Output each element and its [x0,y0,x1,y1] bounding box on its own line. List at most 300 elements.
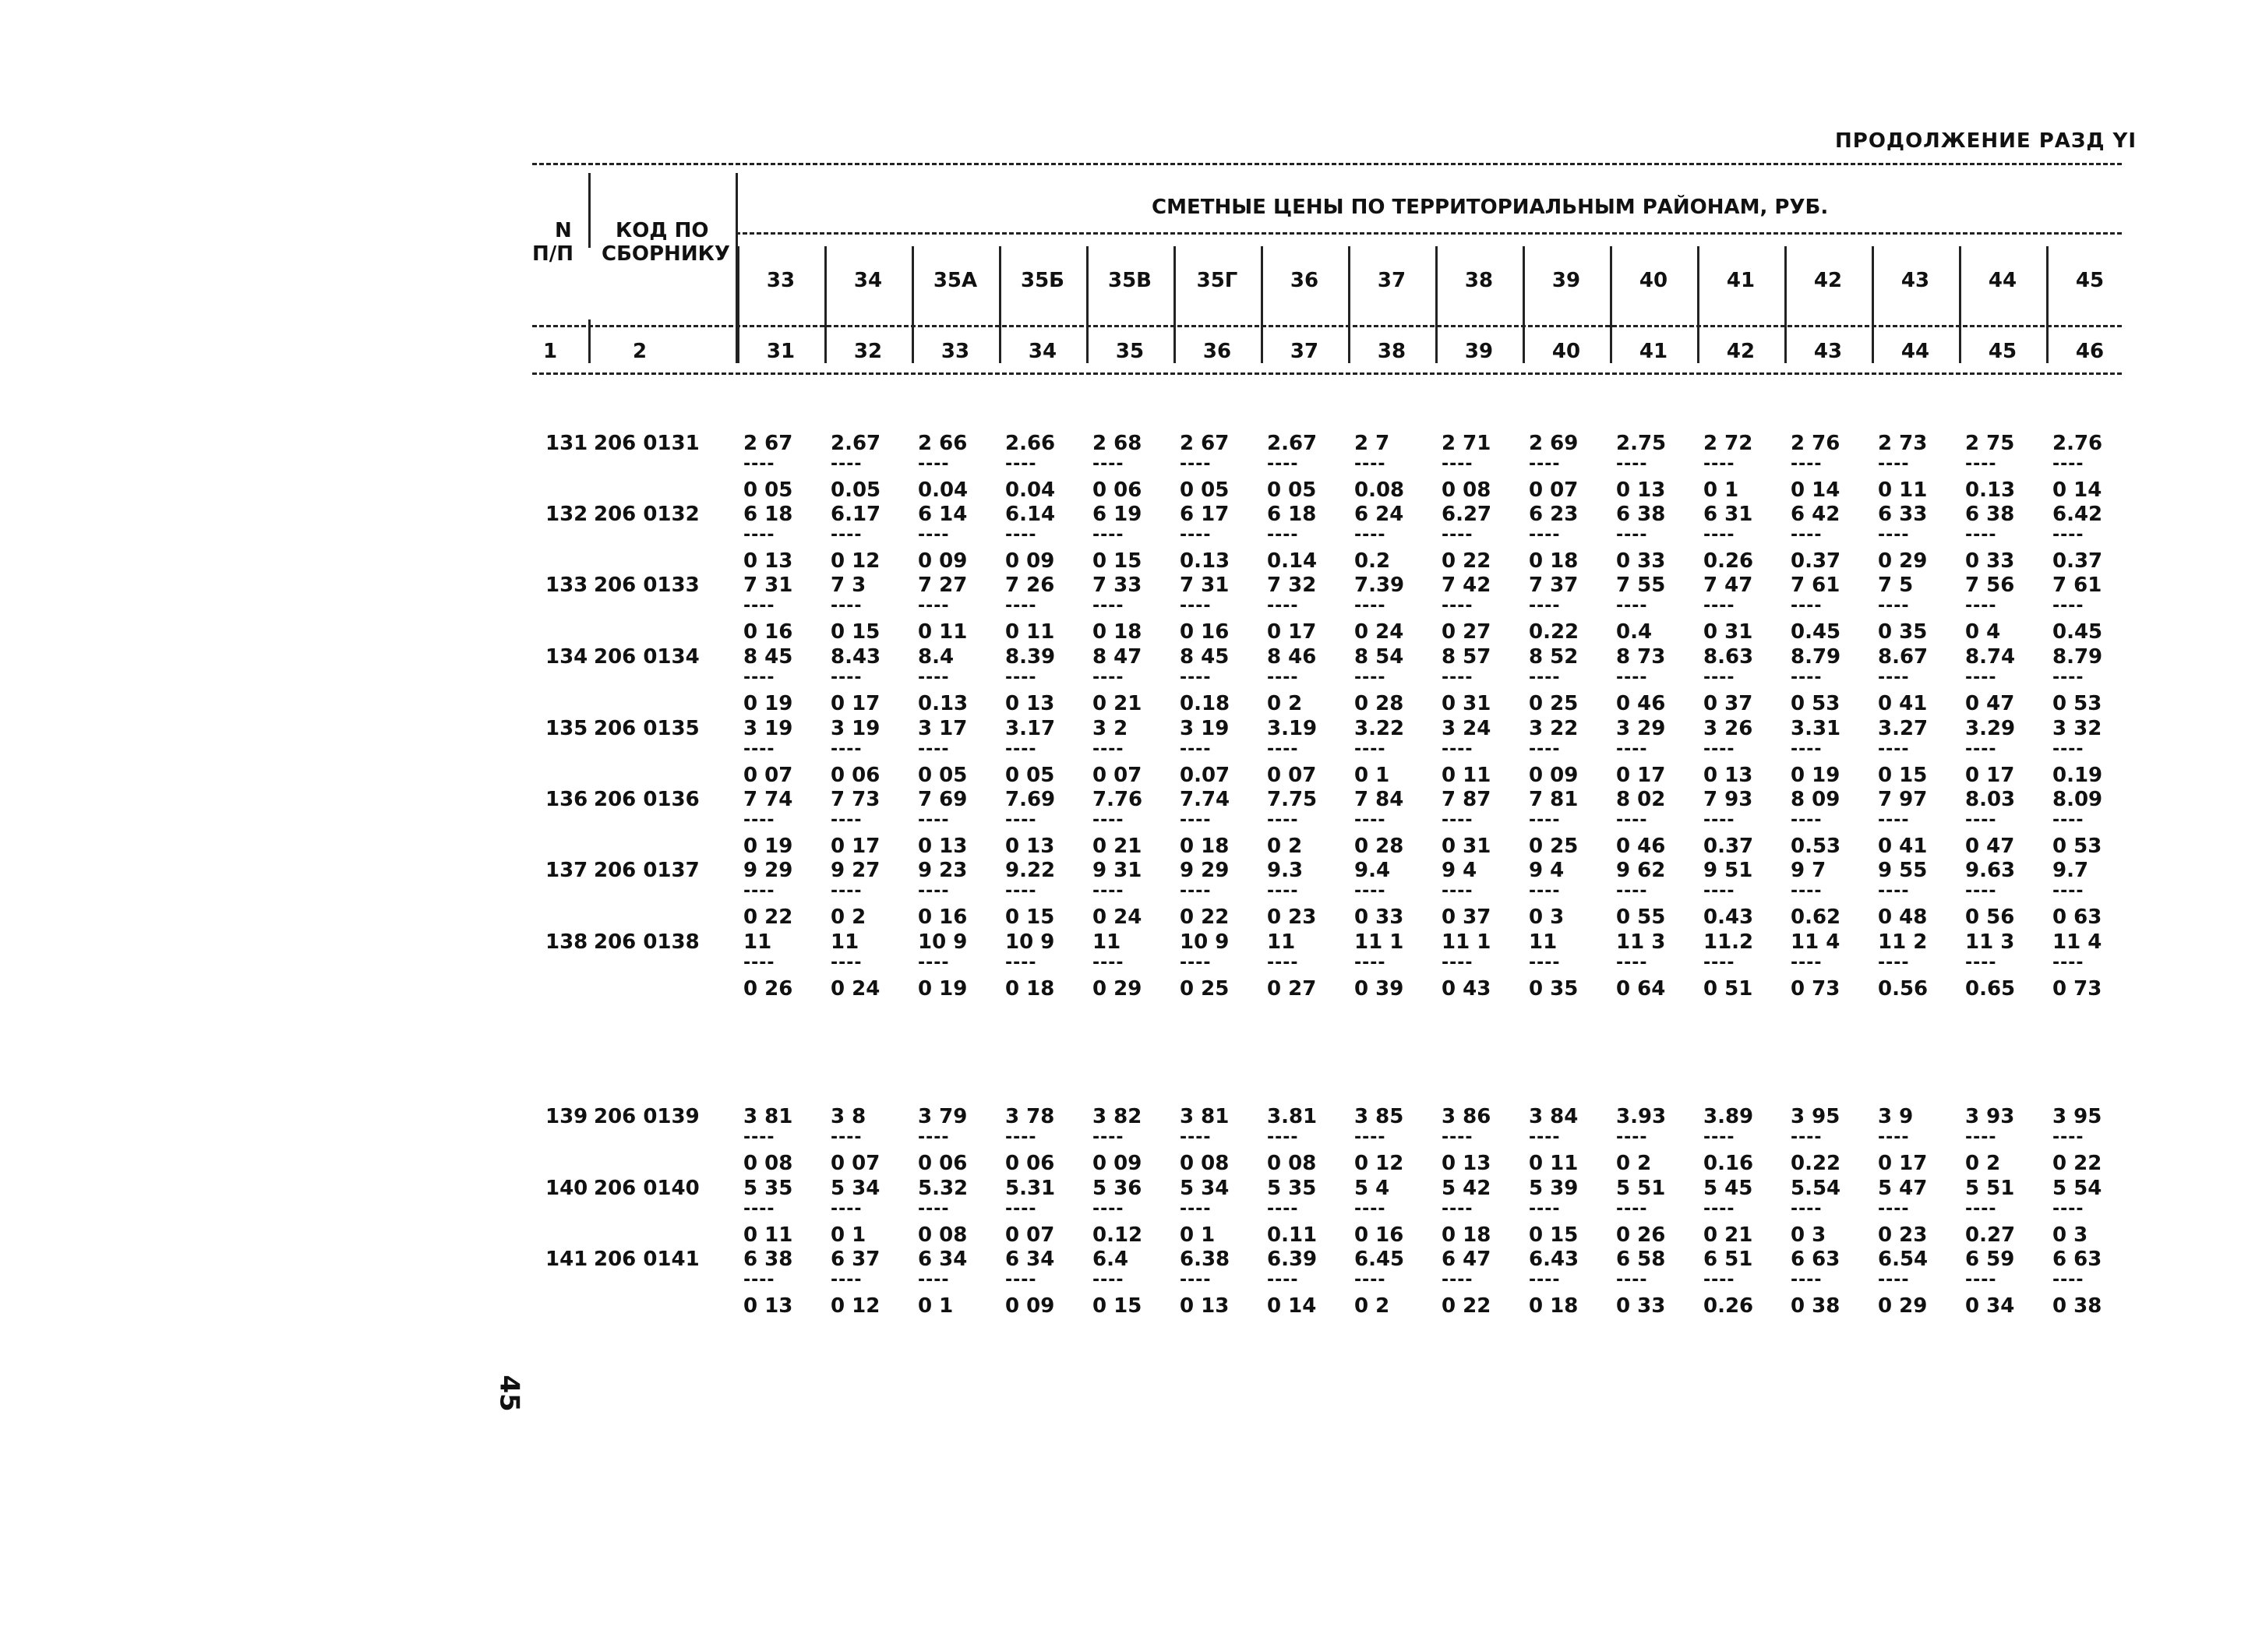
price-value: 6.17 [831,503,881,526]
price-subvalue: 0.26 [1703,1294,1754,1318]
price-value: 5 51 [1616,1177,1666,1200]
region-header: 44 [1988,269,2017,292]
price-value: 10 9 [918,930,968,954]
price-subvalue: 0 46 [1616,835,1666,858]
fraction-bar: ---- [743,1131,775,1144]
num-col-label: N [555,219,572,242]
column-divider [1086,246,1089,363]
fraction-bar: ---- [1005,529,1037,542]
price-subvalue: 0.22 [1791,1152,1841,1175]
column-divider [1610,246,1612,363]
fraction-bar: ---- [1878,957,1910,969]
price-value: 6.4 [1092,1248,1129,1271]
price-subvalue: 0 18 [1529,1294,1579,1318]
fraction-bar: ---- [1616,458,1648,471]
price-value: 5 35 [743,1177,793,1200]
price-value: 7 93 [1703,788,1753,811]
region-header: 35Г [1196,269,1238,292]
column-divider [1523,246,1525,363]
fraction-bar: ---- [1791,743,1823,756]
region-header: 43 [1900,269,1930,292]
row-code: 206 0131 [594,432,700,455]
fraction-bar: ---- [1703,529,1735,542]
price-value: 8 46 [1267,645,1317,669]
fraction-bar: ---- [1442,743,1473,756]
fraction-bar: ---- [2052,458,2084,471]
price-subvalue: 0 15 [1092,1294,1142,1318]
price-value: 2.66 [1005,432,1056,455]
fraction-bar: ---- [2052,957,2084,969]
price-value: 6 63 [2052,1248,2102,1271]
column-index: 43 [1813,340,1843,363]
code-col-label: КОД ПО [616,219,709,242]
price-value: 6.42 [2052,503,2103,526]
fraction-bar: ---- [918,957,950,969]
price-value: 11 1 [1442,930,1491,954]
fraction-bar: ---- [1267,672,1299,684]
price-value: 8.03 [1965,788,2016,811]
row-code: 206 0138 [594,930,700,954]
price-value: 8 52 [1529,645,1579,669]
fraction-bar: ---- [1180,885,1212,898]
fraction-bar: ---- [1878,458,1910,471]
price-subvalue: 0 24 [1092,905,1142,929]
fraction-bar: ---- [1092,814,1124,827]
row-code: 206 0135 [594,717,700,740]
price-subvalue: 0 51 [1703,977,1753,1001]
fraction-bar: ---- [1529,672,1561,684]
fraction-bar: ---- [1703,957,1735,969]
price-subvalue: 0 18 [1529,549,1579,573]
price-value: 7 55 [1616,574,1666,597]
price-subvalue: 0 39 [1354,977,1404,1001]
price-value: 6 58 [1616,1248,1666,1271]
price-value: 7 32 [1267,574,1317,597]
fraction-bar: ---- [1092,957,1124,969]
region-header: 33 [766,269,796,292]
price-subvalue: 0 19 [743,692,793,715]
fraction-bar: ---- [918,458,950,471]
price-value: 3 82 [1092,1105,1142,1128]
price-subvalue: 0 2 [831,905,866,929]
price-subvalue: 0.12 [1092,1223,1143,1247]
fraction-bar: ---- [1354,458,1386,471]
num-col-label: П/П [532,242,574,266]
fraction-bar: ---- [743,458,775,471]
fraction-bar: ---- [1965,458,1997,471]
column-divider [1784,246,1787,363]
price-subvalue: 0 41 [1878,692,1928,715]
fraction-bar: ---- [831,814,863,827]
price-subvalue: 0 47 [1965,835,2015,858]
fraction-bar: ---- [1616,885,1648,898]
price-subvalue: 0 33 [1965,549,2015,573]
row-number: 137 [545,859,588,882]
page-number: 45 [493,1375,525,1412]
price-subvalue: 0 12 [831,549,881,573]
fraction-bar: ---- [1616,743,1648,756]
price-subvalue: 0 46 [1616,692,1666,715]
price-subvalue: 0 41 [1878,835,1928,858]
price-subvalue: 0 22 [1180,905,1230,929]
fraction-bar: ---- [1616,672,1648,684]
price-value: 3 19 [1180,717,1230,740]
price-value: 3 95 [2052,1105,2102,1128]
price-value: 7.39 [1354,574,1405,597]
column-divider [2046,246,2049,363]
fraction-bar: ---- [2052,1274,2084,1287]
price-subvalue: 0 12 [1354,1152,1404,1175]
price-value: 8.79 [2052,645,2103,669]
fraction-bar: ---- [1878,743,1910,756]
price-value: 11 3 [1616,930,1666,954]
price-value: 9 29 [743,859,793,882]
region-header: 42 [1813,269,1843,292]
price-subvalue: 0 31 [1442,835,1491,858]
fraction-bar: ---- [918,529,950,542]
column-index: 36 [1202,340,1232,363]
price-value: 9.22 [1005,859,1056,882]
fraction-bar: ---- [1529,1131,1561,1144]
fraction-bar: ---- [1180,1131,1212,1144]
fraction-bar: ---- [1442,458,1473,471]
fraction-bar: ---- [1092,1203,1124,1216]
fraction-bar: ---- [1005,814,1037,827]
price-value: 6 24 [1354,503,1404,526]
price-value: 5 51 [1965,1177,2015,1200]
price-subvalue: 0.45 [1791,620,1841,644]
column-divider [736,246,738,363]
price-subvalue: 0 2 [1965,1152,2001,1175]
fraction-bar: ---- [2052,1131,2084,1144]
price-subvalue: 0 07 [1529,478,1579,502]
row-code: 206 0137 [594,859,700,882]
price-subvalue: 0 18 [1180,835,1230,858]
price-value: 8.4 [918,645,955,669]
price-subvalue: 0 22 [1442,549,1491,573]
region-header: 35В [1108,269,1152,292]
price-value: 3 86 [1442,1105,1491,1128]
price-value: 11 [1092,930,1121,954]
fraction-bar: ---- [1180,1274,1212,1287]
price-value: 3.17 [1005,717,1056,740]
fraction-bar: ---- [1703,814,1735,827]
fraction-bar: ---- [1180,529,1212,542]
fraction-bar: ---- [1442,957,1473,969]
fraction-bar: ---- [1616,957,1648,969]
price-subvalue: 0 08 [1442,478,1491,502]
fraction-bar: ---- [1791,458,1823,471]
price-subvalue: 0 25 [1180,977,1230,1001]
column-index: 44 [1900,340,1930,363]
column-index: 33 [941,340,970,363]
price-subvalue: 0 11 [1878,478,1928,502]
region-header: 35Б [1021,269,1064,292]
price-value: 6 42 [1791,503,1840,526]
region-header: 45 [2075,269,2105,292]
price-value: 6 38 [1965,503,2015,526]
fraction-bar: ---- [1529,1203,1561,1216]
price-subvalue: 0 53 [1791,692,1840,715]
row-code: 206 0141 [594,1248,700,1271]
price-value: 11.2 [1703,930,1754,954]
price-value: 8 09 [1791,788,1840,811]
price-subvalue: 0 29 [1878,1294,1928,1318]
fraction-bar: ---- [1529,743,1561,756]
price-value: 8.67 [1878,645,1929,669]
price-subvalue: 0 06 [1092,478,1142,502]
price-value: 2 75 [1965,432,2015,455]
fraction-bar: ---- [831,743,863,756]
price-subvalue: 0.11 [1267,1223,1318,1247]
price-subvalue: 0 28 [1354,692,1404,715]
price-subvalue: 0 09 [918,549,968,573]
fraction-bar: ---- [2052,743,2084,756]
price-value: 7 31 [743,574,793,597]
region-header: 39 [1551,269,1581,292]
price-subvalue: 0 1 [1703,478,1739,502]
price-subvalue: 0 37 [1442,905,1491,929]
price-value: 7 61 [2052,574,2102,597]
fraction-bar: ---- [831,458,863,471]
fraction-bar: ---- [2052,885,2084,898]
price-subvalue: 0 3 [2052,1223,2088,1247]
price-subvalue: 0 13 [1005,692,1055,715]
row-number: 134 [545,645,588,669]
price-subvalue: 0 12 [831,1294,881,1318]
price-value: 6 14 [918,503,968,526]
price-subvalue: 0.4 [1616,620,1653,644]
price-value: 2 76 [1791,432,1840,455]
fraction-bar: ---- [1180,957,1212,969]
fraction-bar: ---- [1354,885,1386,898]
fraction-bar: ---- [2052,814,2084,827]
price-subvalue: 0 15 [831,620,881,644]
price-subvalue: 0 53 [2052,835,2102,858]
fraction-bar: ---- [831,600,863,612]
price-value: 3.29 [1965,717,2016,740]
fraction-bar: ---- [1791,1274,1823,1287]
fraction-bar: ---- [1180,458,1212,471]
price-subvalue: 0.19 [2052,764,2103,787]
price-subvalue: 0 17 [1878,1152,1928,1175]
price-subvalue: 0 18 [1092,620,1142,644]
price-value: 6 33 [1878,503,1928,526]
row-code: 206 0132 [594,503,700,526]
price-subvalue: 0 35 [1878,620,1928,644]
price-subvalue: 0 16 [1354,1223,1404,1247]
fraction-bar: ---- [1529,885,1561,898]
price-subvalue: 0.37 [2052,549,2103,573]
fraction-bar: ---- [1878,814,1910,827]
row-number: 136 [545,788,588,811]
price-value: 7 74 [743,788,793,811]
price-value: 7 56 [1965,574,2015,597]
price-subvalue: 0.56 [1878,977,1929,1001]
price-subvalue: 0 43 [1442,977,1491,1001]
price-subvalue: 0.2 [1354,549,1391,573]
price-subvalue: 0 09 [1005,1294,1055,1318]
fraction-bar: ---- [1180,600,1212,612]
fraction-bar: ---- [1878,1274,1910,1287]
price-value: 11 [743,930,772,954]
fraction-bar: ---- [1703,672,1735,684]
price-subvalue: 0 2 [1616,1152,1652,1175]
price-subvalue: 0 17 [831,835,881,858]
price-value: 6 37 [831,1248,881,1271]
price-value: 7 97 [1878,788,1928,811]
price-subvalue: 0 3 [1791,1223,1826,1247]
price-value: 3 9 [1878,1105,1914,1128]
fraction-bar: ---- [1267,458,1299,471]
price-value: 9 23 [918,859,968,882]
fraction-bar: ---- [2052,672,2084,684]
price-value: 11 [1529,930,1558,954]
fraction-bar: ---- [831,1203,863,1216]
header-divider [588,173,591,248]
price-value: 2 67 [1180,432,1230,455]
fraction-bar: ---- [1267,814,1299,827]
price-value: 3.31 [1791,717,1841,740]
column-divider [1959,246,1961,363]
price-subvalue: 0 06 [1005,1152,1055,1175]
fraction-bar: ---- [1703,743,1735,756]
region-header: 37 [1377,269,1406,292]
row-number: 133 [545,574,588,597]
price-subvalue: 0.13 [1965,478,2016,502]
price-value: 3 19 [743,717,793,740]
price-subvalue: 0 15 [1092,549,1142,573]
price-value: 9.4 [1354,859,1391,882]
price-value: 6 31 [1703,503,1753,526]
price-subvalue: 0.18 [1180,692,1230,715]
row-number: 132 [545,503,588,526]
price-value: 6.39 [1267,1248,1318,1271]
fraction-bar: ---- [918,672,950,684]
fraction-bar: ---- [1354,1274,1386,1287]
price-subvalue: 0.14 [1267,549,1318,573]
fraction-bar: ---- [2052,1203,2084,1216]
fraction-bar: ---- [1965,957,1997,969]
price-subvalue: 0 09 [1529,764,1579,787]
price-subvalue: 0 24 [831,977,881,1001]
column-index: 41 [1639,340,1668,363]
fraction-bar: ---- [1354,672,1386,684]
price-value: 7 47 [1703,574,1753,597]
price-subvalue: 0 34 [1965,1294,2015,1318]
price-value: 3 19 [831,717,881,740]
price-subvalue: 0 16 [743,620,793,644]
fraction-bar: ---- [1442,529,1473,542]
price-value: 3 32 [2052,717,2102,740]
price-value: 7 27 [918,574,968,597]
price-value: 6 18 [743,503,793,526]
fraction-bar: ---- [918,743,950,756]
price-value: 3 24 [1442,717,1491,740]
column-index: 42 [1726,340,1756,363]
fraction-bar: ---- [1354,1203,1386,1216]
price-value: 8 02 [1616,788,1666,811]
fraction-bar: ---- [1965,885,1997,898]
price-subvalue: 0 31 [1442,692,1491,715]
fraction-bar: ---- [1616,1274,1648,1287]
column-index: 32 [853,340,883,363]
price-value: 7.69 [1005,788,1056,811]
price-value: 6 59 [1965,1248,2015,1271]
price-value: 6 38 [1616,503,1666,526]
price-value: 6 34 [918,1248,968,1271]
fraction-bar: ---- [743,1203,775,1216]
price-value: 5.54 [1791,1177,1841,1200]
fraction-bar: ---- [1791,672,1823,684]
price-subvalue: 0 22 [2052,1152,2102,1175]
price-value: 3 85 [1354,1105,1404,1128]
top-rule [532,163,2122,165]
price-value: 2 69 [1529,432,1579,455]
price-value: 5.32 [918,1177,969,1200]
price-value: 8.39 [1005,645,1056,669]
price-value: 7 84 [1354,788,1404,811]
price-value: 5 47 [1878,1177,1928,1200]
price-value: 10 9 [1005,930,1055,954]
row-number: 131 [545,432,588,455]
fraction-bar: ---- [1878,1203,1910,1216]
row-number: 141 [545,1248,588,1271]
price-subvalue: 0 11 [743,1223,793,1247]
row-number: 135 [545,717,588,740]
fraction-bar: ---- [1442,672,1473,684]
price-subvalue: 0 17 [1267,620,1317,644]
price-value: 6.14 [1005,503,1056,526]
price-value: 3 81 [743,1105,793,1128]
fraction-bar: ---- [831,885,863,898]
price-subvalue: 0 06 [831,764,881,787]
fraction-bar: ---- [1965,743,1997,756]
column-divider [1173,246,1176,363]
price-value: 3 81 [1180,1105,1230,1128]
price-subvalue: 0 07 [743,764,793,787]
price-value: 6 19 [1092,503,1142,526]
column-index: 31 [766,340,796,363]
price-value: 5 42 [1442,1177,1491,1200]
price-value: 7 33 [1092,574,1142,597]
price-subvalue: 0.45 [2052,620,2103,644]
fraction-bar: ---- [2052,600,2084,612]
price-value: 3.93 [1616,1105,1667,1128]
price-subvalue: 0 05 [1267,478,1317,502]
price-value: 3 2 [1092,717,1128,740]
fraction-bar: ---- [1180,743,1212,756]
fraction-bar: ---- [1616,814,1648,827]
fraction-bar: ---- [1442,1274,1473,1287]
fraction-bar: ---- [1616,600,1648,612]
fraction-bar: ---- [1878,1131,1910,1144]
price-subvalue: 0 33 [1616,549,1666,573]
fraction-bar: ---- [1005,743,1037,756]
price-value: 3 26 [1703,717,1753,740]
price-subvalue: 0 13 [1616,478,1666,502]
fraction-bar: ---- [1791,885,1823,898]
price-subvalue: 0 05 [918,764,968,787]
price-subvalue: 0.27 [1965,1223,2016,1247]
price-value: 3 22 [1529,717,1579,740]
price-value: 10 9 [1180,930,1230,954]
price-subvalue: 0 2 [1267,835,1303,858]
price-value: 7 61 [1791,574,1840,597]
price-subvalue: 0 18 [1005,977,1055,1001]
price-value: 2.67 [831,432,881,455]
price-subvalue: 0 17 [1616,764,1666,787]
